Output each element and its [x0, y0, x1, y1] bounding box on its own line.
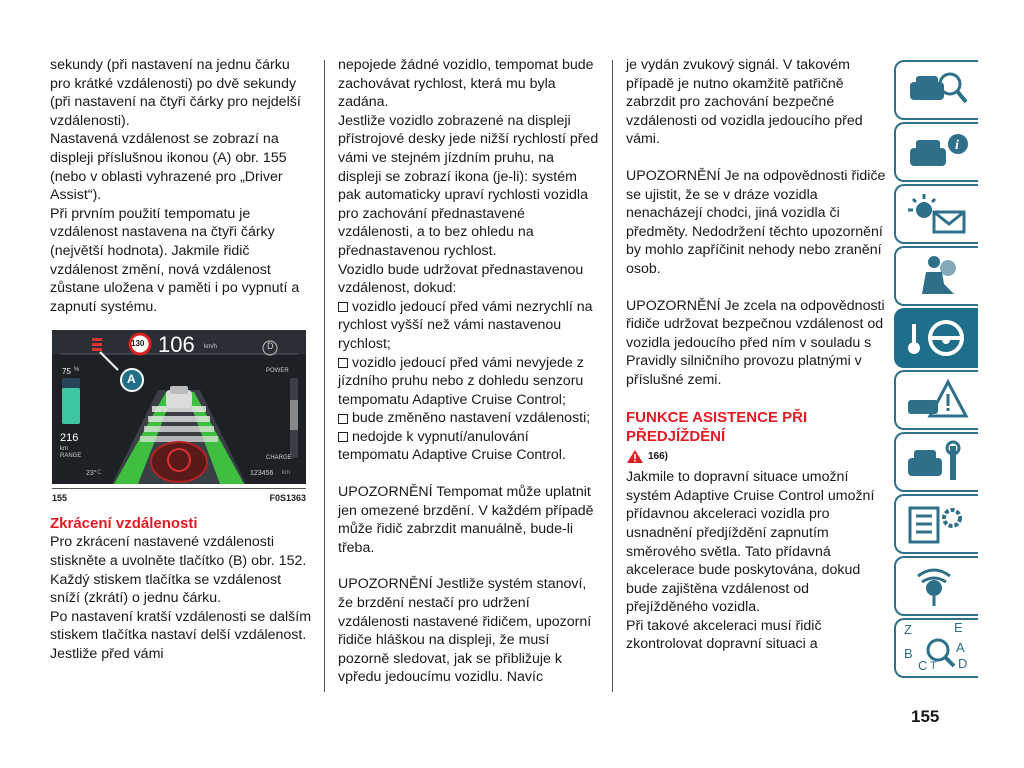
paragraph: Po nastavení kratší vzdálenosti se dalším stiskem tlačítka nastaví delší vzdálenost. Jestliže před vámi [50, 608, 312, 662]
battery-unit: % [74, 367, 80, 373]
car-info-icon [904, 130, 970, 174]
svg-text:i: i [955, 138, 959, 153]
steering-key-icon [904, 316, 970, 360]
index-letter: Z [904, 622, 912, 637]
battery-percent: 75 [62, 367, 71, 376]
range-unit: km [60, 446, 68, 452]
charge-label: CHARGE [266, 455, 292, 461]
temperature-value: 23° [86, 470, 97, 477]
tab-warning[interactable] [894, 370, 978, 430]
tab-car-info[interactable] [894, 122, 978, 182]
temperature-unit: C [97, 470, 102, 476]
index-letter: T [930, 660, 937, 672]
power-label: POWER [266, 368, 289, 374]
tab-alphabet-index[interactable] [894, 618, 978, 678]
paragraph: je vydán zvukový signál. V takovém případě je nutno okamžitě patřičně zabrzdit pro zachování bezpečné vzdálenosti od vozidla jedoucího před vámi. [626, 57, 863, 148]
checkbox-bullet-icon [338, 432, 348, 442]
index-letter: E [954, 620, 963, 635]
paragraph: Nastavená vzdálenost se zobrazí na displeji příslušnou ikonou (A) obr. 155 (nebo v oblasti vyhrazené pro „Driver Assist“). [50, 131, 287, 204]
bullet-text: bude změněno nastavení vzdálenosti; [352, 410, 591, 427]
warning-paragraph: UPOZORNĚNÍ Tempomat může uplatnit jen omezené brzdění. V každém případě může řidič zabrzdit manuálně, bude-li třeba. [338, 484, 594, 556]
tab-steering-key[interactable] [894, 308, 978, 368]
bullet-item [338, 428, 600, 465]
airbag-seat-icon [904, 254, 970, 298]
column-divider [612, 60, 613, 692]
tab-settings-list[interactable] [894, 494, 978, 554]
index-letter: D [958, 656, 968, 671]
index-letter: B [904, 646, 913, 661]
warning-reference [626, 448, 888, 467]
speed-limit-value: 130 [131, 339, 145, 348]
warning-triangle-icon [904, 378, 970, 422]
paragraph: Jakmile to dopravní situace umožní systém Adaptive Cruise Control umožní přídavnou akceleraci vozidla pro usnadnění předjíždění zapnutím směrového světla. Tato přídavná akcelerace bude poskytována, dokud bude zajištěna vzdálenost od přejížděného vozidla. [626, 469, 875, 616]
tab-car-service[interactable] [894, 432, 978, 492]
bullet-item [338, 354, 600, 410]
speed-value: 106 [158, 332, 195, 357]
range-label: RANGE [60, 453, 82, 459]
paragraph: Vozidlo bude udržovat přednastavenou vzdálenost, dokud: [338, 261, 584, 297]
checkbox-bullet-icon [338, 358, 348, 368]
settings-list-icon [904, 502, 970, 546]
paragraph: Pro zkrácení nastavené vzdálenosti stiskněte a uvolněte tlačítko (B) obr. 152. [50, 534, 307, 569]
tab-car-search[interactable] [894, 60, 978, 120]
warning-paragraph: UPOZORNĚNÍ Je zcela na odpovědnosti řidiče udržovat bezpečnou vzdálenost od vozidla jedoucího před ním v souladu s Pravidly silničního provozu platnými v příslušné zemi. [626, 297, 885, 388]
car-service-icon [904, 440, 970, 484]
bullet-item [338, 409, 600, 428]
warning-ref-number: 166) [648, 450, 669, 462]
tab-airbag-seat[interactable] [894, 246, 978, 306]
figure-code: F0S1363 [269, 493, 306, 503]
paragraph: Při prvním použití tempomatu je vzdálenost nastavena na čtyři čárky (největší hodnota). Jakmile řidič vzdálenost změní, nová vzdálenost zůstane uložena v paměti i po vypnutí a zapnutí systému. [50, 205, 300, 315]
page-number: 155 [911, 707, 940, 726]
warning-paragraph: UPOZORNĚNÍ Jestliže systém stanoví, že brzdění nestačí pro udržení vzdálenosti nastavené řidičem, upozorní řidiče hláškou na displeji, že musí pozorně sledovat, jak se přibližuje k vpředu jedoucímu vozidlu. Navíc [338, 576, 592, 686]
paragraph: sekundy (při nastavení na jednu čárku pro krátké vzdálenosti) po dvě sekundy (při nastavení na čtyři čárky pro nejdelší vzdálenosti). [50, 57, 301, 129]
bullet-text: vozidlo jedoucí před vámi nevyjede z jízdního pruhu nebo z dohledu senzoru tempomatu Adaptive Cruise Control; [338, 354, 584, 408]
checkbox-bullet-icon [338, 414, 348, 424]
column-divider [324, 60, 325, 692]
speed-unit: km/h [204, 344, 218, 350]
figure-caption [52, 493, 306, 503]
marker-a: A [127, 372, 136, 386]
warning-triangle-icon [626, 449, 644, 464]
odometer-unit: km [282, 470, 290, 476]
dashboard-lights-icon [904, 192, 970, 236]
bullet-text: vozidlo jedoucí před vámi nezrychlí na rychlost vyšší než vámi nastavenou rychlost; [338, 298, 593, 352]
figure-number: 155 [52, 493, 68, 503]
index-letter: C [918, 658, 928, 673]
tab-media[interactable] [894, 556, 978, 616]
range-value: 216 [60, 432, 79, 444]
paragraph: Každý stiskem tlačítka se vzdálenost sníží (zkrátí) o jednu čárku. [50, 571, 282, 607]
tab-dashboard-lights[interactable] [894, 184, 978, 244]
instrument-cluster-figure [52, 330, 306, 484]
section-heading: Zkrácení vzdálenosti [50, 515, 198, 533]
checkbox-bullet-icon [338, 302, 348, 312]
media-icon [904, 564, 970, 608]
paragraph: nepojede žádné vozidlo, tempomat bude zachovávat rychlost, která mu byla zadána. [338, 57, 594, 111]
bullet-item [338, 298, 600, 354]
gear-indicator: D [267, 341, 274, 351]
figure-rule [52, 488, 306, 489]
paragraph: Při takové akceleraci musí řidič zkontrolovat dopravní situaci a [626, 617, 822, 653]
index-letter: A [956, 640, 965, 655]
paragraph: Jestliže vozidlo zobrazené na displeji přístrojové desky jede nižší rychlostí před vámi ve stejném jízdním pruhu, na displeji se zobrazí ikona (je-li): systém pak automaticky upraví rychlosti vozidla pro zachování přednastavené vzdálenosti, a to bez ohledu na přednastavenou rychlost. [338, 112, 599, 259]
car-search-icon [904, 68, 970, 112]
odometer-value: 123456 [250, 470, 274, 477]
warning-paragraph: UPOZORNĚNÍ Je na odpovědnosti řidiče se ujistit, že se v dráze vozidla nenacházejí chodci, jiná vozidla či předměty. Nedodržení těchto upozornění by mohlo zapříčinit nehody nebo zranění osob. [626, 167, 886, 277]
bullet-text: nedojde k vypnutí/anulování tempomatu Adaptive Cruise Control. [338, 428, 566, 464]
column-2 [338, 56, 600, 687]
column-3 [626, 56, 888, 654]
section-heading: FUNKCE ASISTENCE PŘI PŘEDJÍŽDĚNÍ [626, 408, 808, 445]
